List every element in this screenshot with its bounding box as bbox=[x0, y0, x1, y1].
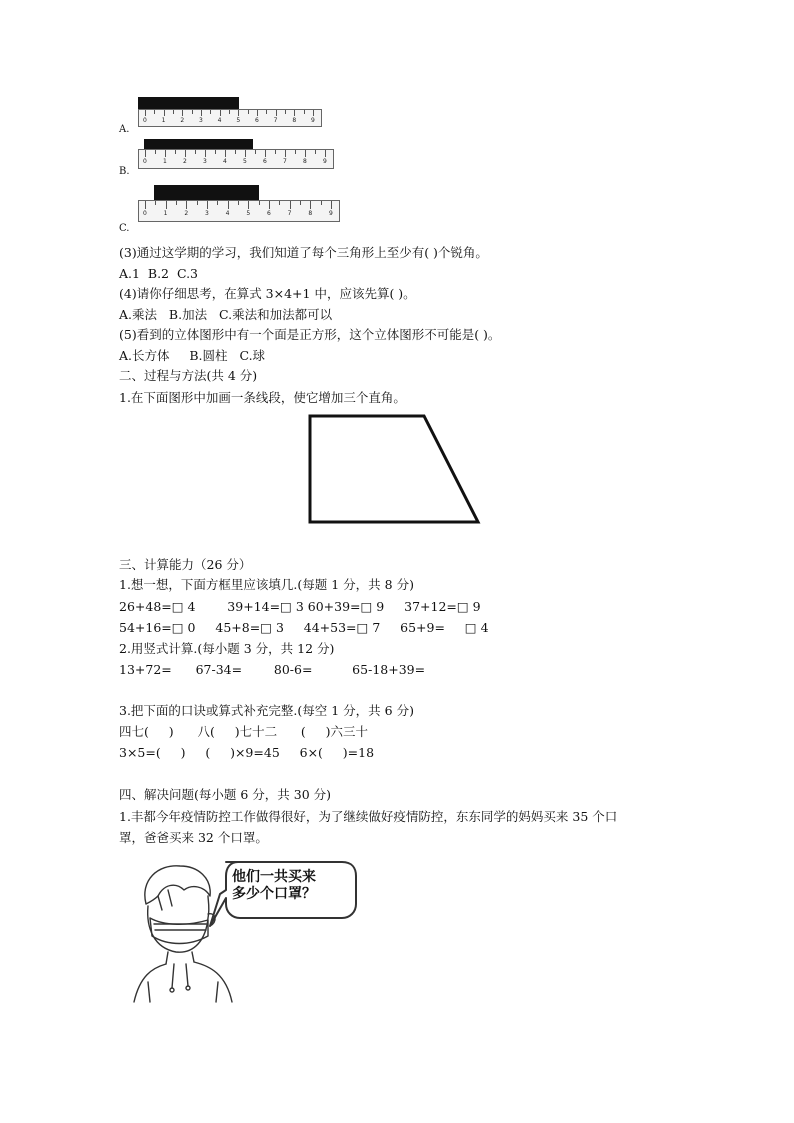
ruler-tick bbox=[285, 150, 286, 157]
ruler-half-tick bbox=[175, 150, 176, 154]
ruler-tick bbox=[225, 150, 226, 157]
ruler-number: 0 bbox=[143, 210, 147, 217]
ruler-half-tick bbox=[176, 201, 177, 205]
ruler-number: 2 bbox=[180, 117, 185, 124]
ruler-number: 2 bbox=[184, 210, 189, 217]
ruler-tick bbox=[245, 150, 246, 157]
ruler-half-tick bbox=[279, 201, 280, 205]
ruler-half-tick bbox=[285, 110, 286, 114]
section-4-q1-line1: 1.丰都今年疫情防控工作做得很好，为了继续做好疫情防控，东东同学的妈妈买来 35 个口 bbox=[119, 809, 618, 824]
question-3: (3)通过这学期的学习，我们知道了每个三角形上至少有( )个锐角。 bbox=[119, 245, 488, 260]
ruler-number: 0 bbox=[143, 158, 147, 165]
ruler-half-tick bbox=[295, 150, 296, 154]
section-2-title: 二、过程与方法(共 4 分) bbox=[119, 368, 258, 383]
ruler-half-tick bbox=[173, 110, 174, 114]
ruler-tick bbox=[166, 201, 167, 209]
ruler-tick bbox=[313, 110, 314, 116]
ruler-tick bbox=[164, 110, 165, 116]
ruler-half-tick bbox=[248, 110, 249, 114]
ruler-c-scale bbox=[138, 200, 340, 222]
ruler-option-c bbox=[138, 185, 344, 225]
ruler-number: 6 bbox=[263, 158, 267, 165]
ruler-number: 6 bbox=[267, 210, 271, 217]
section-4-title: 四、解决问题(每小题 6 分，共 30 分) bbox=[119, 787, 332, 802]
ruler-tick bbox=[165, 150, 166, 157]
ruler-half-tick bbox=[192, 110, 193, 114]
ruler-number: 8 bbox=[292, 117, 297, 124]
ruler-half-tick bbox=[215, 150, 216, 154]
ruler-a-scale bbox=[138, 109, 322, 127]
ruler-a-label: A. bbox=[119, 124, 130, 135]
ruler-half-tick bbox=[255, 150, 256, 154]
ruler-half-tick bbox=[197, 201, 198, 205]
ruler-tick bbox=[257, 110, 258, 116]
ruler-tick bbox=[331, 201, 332, 209]
ruler-number: 5 bbox=[236, 117, 241, 124]
section-4-q1-line2: 罩，爸爸买来 32 个口罩。 bbox=[119, 830, 268, 845]
section-3-q1-title: 1.想一想，下面方框里应该填几.(每题 1 分，共 8 分) bbox=[119, 577, 414, 592]
question-3-options: A.1 B.2 C.3 bbox=[119, 266, 199, 281]
ruler-a-bar bbox=[138, 97, 239, 109]
ruler-number: 9 bbox=[311, 117, 315, 124]
ruler-half-tick bbox=[315, 150, 316, 154]
ruler-number: 0 bbox=[143, 117, 147, 124]
ruler-half-tick bbox=[300, 201, 301, 205]
ruler-tick bbox=[238, 110, 239, 116]
ruler-half-tick bbox=[155, 150, 156, 154]
ruler-tick bbox=[310, 201, 311, 209]
ruler-c-label: C. bbox=[119, 223, 130, 234]
ruler-number: 7 bbox=[273, 117, 278, 124]
ruler-c-bar bbox=[154, 185, 259, 200]
ruler-number: 9 bbox=[329, 210, 333, 217]
ruler-tick bbox=[290, 201, 291, 209]
ruler-tick bbox=[145, 201, 146, 209]
question-4: (4)请你仔细思考，在算式 3×4+1 中，应该先算( )。 bbox=[119, 286, 416, 301]
question-5-options: A.长方体 B.圆柱 C.球 bbox=[119, 348, 266, 363]
ruler-half-tick bbox=[259, 201, 260, 205]
trapezoid-shape bbox=[310, 416, 478, 522]
ruler-half-tick bbox=[195, 150, 196, 154]
ruler-half-tick bbox=[238, 201, 239, 205]
ruler-half-tick bbox=[229, 110, 230, 114]
section-3-title: 三、计算能力（26 分） bbox=[119, 557, 252, 572]
ruler-tick bbox=[248, 201, 249, 209]
ruler-tick bbox=[207, 201, 208, 209]
ruler-tick bbox=[201, 110, 202, 116]
ruler-half-tick bbox=[210, 110, 211, 114]
ruler-tick bbox=[305, 150, 306, 157]
ruler-half-tick bbox=[266, 110, 267, 114]
ruler-number: 1 bbox=[163, 210, 168, 217]
ruler-tick bbox=[220, 110, 221, 116]
speech-bubble-line2: 多少个口罩？ bbox=[232, 886, 316, 902]
ruler-tick bbox=[182, 110, 183, 116]
ruler-tick bbox=[325, 150, 326, 157]
ruler-number: 3 bbox=[203, 158, 207, 165]
question-4-options: A.乘法 B.加法 C.乘法和加法都可以 bbox=[119, 307, 333, 322]
ruler-half-tick bbox=[155, 201, 156, 205]
ruler-tick bbox=[185, 150, 186, 157]
ruler-number: 4 bbox=[223, 158, 227, 165]
ruler-number: 6 bbox=[255, 117, 259, 124]
ruler-number: 4 bbox=[225, 210, 230, 217]
section-3-q3-row2: 3×5=( ) ( )×9=45 6×( )=18 bbox=[119, 745, 375, 760]
section-2-q1: 1.在下面图形中加画一条线段，使它增加三个直角。 bbox=[119, 390, 406, 405]
ruler-number: 5 bbox=[243, 158, 247, 165]
ruler-tick bbox=[145, 110, 146, 116]
ruler-tick bbox=[294, 110, 295, 116]
ruler-option-b bbox=[138, 139, 338, 175]
section-3-q2-title: 2.用竖式计算.(每小题 3 分，共 12 分) bbox=[119, 641, 335, 656]
ruler-option-a bbox=[138, 97, 324, 133]
ruler-number: 1 bbox=[161, 117, 166, 124]
ruler-number: 8 bbox=[308, 210, 313, 217]
ruler-half-tick bbox=[304, 110, 305, 114]
trapezoid-figure bbox=[300, 410, 485, 530]
ruler-tick bbox=[145, 150, 146, 157]
ruler-tick bbox=[205, 150, 206, 157]
ruler-half-tick bbox=[275, 150, 276, 154]
ruler-tick bbox=[276, 110, 277, 116]
ruler-number: 1 bbox=[163, 158, 167, 165]
ruler-half-tick bbox=[321, 201, 322, 205]
section-3-q1-row2: 54+16=□ 0 45+8=□ 3 44+53=□ 7 65+9= □ 4 bbox=[119, 620, 489, 635]
ruler-tick bbox=[228, 201, 229, 209]
ruler-number: 3 bbox=[199, 117, 203, 124]
section-3-q3-title: 3.把下面的口诀或算式补充完整.(每空 1 分，共 6 分) bbox=[119, 703, 414, 718]
ruler-number: 5 bbox=[246, 210, 251, 217]
ruler-number: 3 bbox=[205, 210, 209, 217]
ruler-tick bbox=[186, 201, 187, 209]
ruler-b-label: B. bbox=[119, 166, 130, 177]
ruler-b-bar bbox=[144, 139, 253, 149]
ruler-number: 4 bbox=[217, 117, 222, 124]
ruler-number: 8 bbox=[303, 158, 307, 165]
ruler-number: 9 bbox=[323, 158, 327, 165]
ruler-half-tick bbox=[154, 110, 155, 114]
ruler-tick bbox=[265, 150, 266, 157]
ruler-half-tick bbox=[217, 201, 218, 205]
section-3-q2-row: 13+72= 67-34= 80-6= 65-18+39= bbox=[119, 662, 426, 677]
ruler-b-scale bbox=[138, 149, 334, 169]
ruler-tick bbox=[269, 201, 270, 209]
section-3-q3-row1: 四七( ) 八( )七十二 ( )六三十 bbox=[119, 724, 369, 739]
question-5: (5)看到的立体图形中有一个面是正方形，这个立体图形不可能是( )。 bbox=[119, 327, 501, 342]
section-3-q1-row1: 26+48=□ 4 39+14=□ 3 60+39=□ 9 37+12=□ 9 bbox=[119, 599, 481, 614]
ruler-number: 7 bbox=[287, 210, 292, 217]
speech-bubble-line1: 他们一共买来 bbox=[232, 869, 316, 885]
ruler-number: 7 bbox=[283, 158, 287, 165]
ruler-half-tick bbox=[235, 150, 236, 154]
ruler-number: 2 bbox=[183, 158, 187, 165]
